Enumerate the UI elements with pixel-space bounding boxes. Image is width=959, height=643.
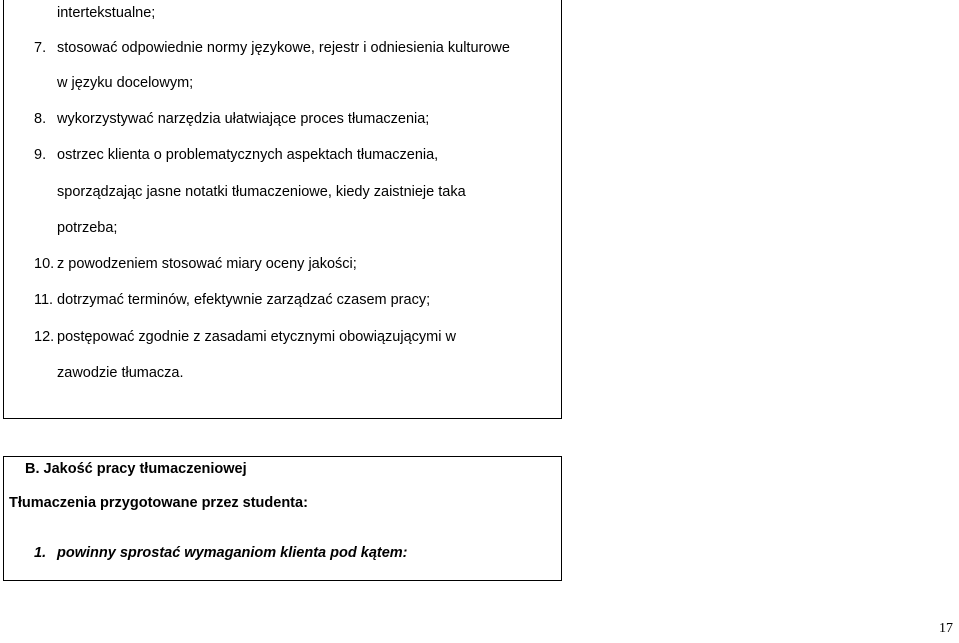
list-item-12-number: 12. [34,329,55,345]
competencies-table-cell [3,0,562,419]
list-item-9-number: 9. [34,147,47,163]
list-item-10-number: 10. [34,256,55,272]
list-item-9-line2: sporządzając jasne notatki tłumaczeniowe, kiedy zaistnieje taka [57,184,466,200]
section-b-subheading: Tłumaczenia przygotowane przez studenta: [9,495,308,511]
section-b-item-1-number: 1. [34,545,47,561]
section-b-heading: B. Jakość pracy tłumaczeniowej [25,461,247,477]
list-item-9-line1: ostrzec klienta o problematycznych aspektach tłumaczenia, [57,147,439,163]
list-item-8-line1: wykorzystywać narzędzia ułatwiające proces tłumaczenia; [57,111,430,127]
list-item-7-line2: w języku docelowym; [57,75,194,91]
quality-section-cell [3,456,562,581]
list-item-11-number: 11. [34,292,54,308]
page-number: 17 [939,621,953,636]
list-item-9-line3: potrzeba; [57,220,118,236]
list-continuation: intertekstualne; [57,5,156,21]
list-item-7-line1: stosować odpowiednie normy językowe, rejestr i odniesienia kulturowe [57,40,510,56]
list-item-8-number: 8. [34,111,47,127]
section-b-item-1-text: powinny sprostać wymaganiom klienta pod kątem: [57,545,408,561]
list-item-12-line1: postępować zgodnie z zasadami etycznymi obowiązującymi w [57,329,456,345]
list-item-10-line1: z powodzeniem stosować miary oceny jakości; [57,256,357,272]
list-item-11-line1: dotrzymać terminów, efektywnie zarządzać czasem pracy; [57,292,431,308]
list-item-12-line2: zawodzie tłumacza. [57,365,184,381]
list-item-7-number: 7. [34,40,47,56]
